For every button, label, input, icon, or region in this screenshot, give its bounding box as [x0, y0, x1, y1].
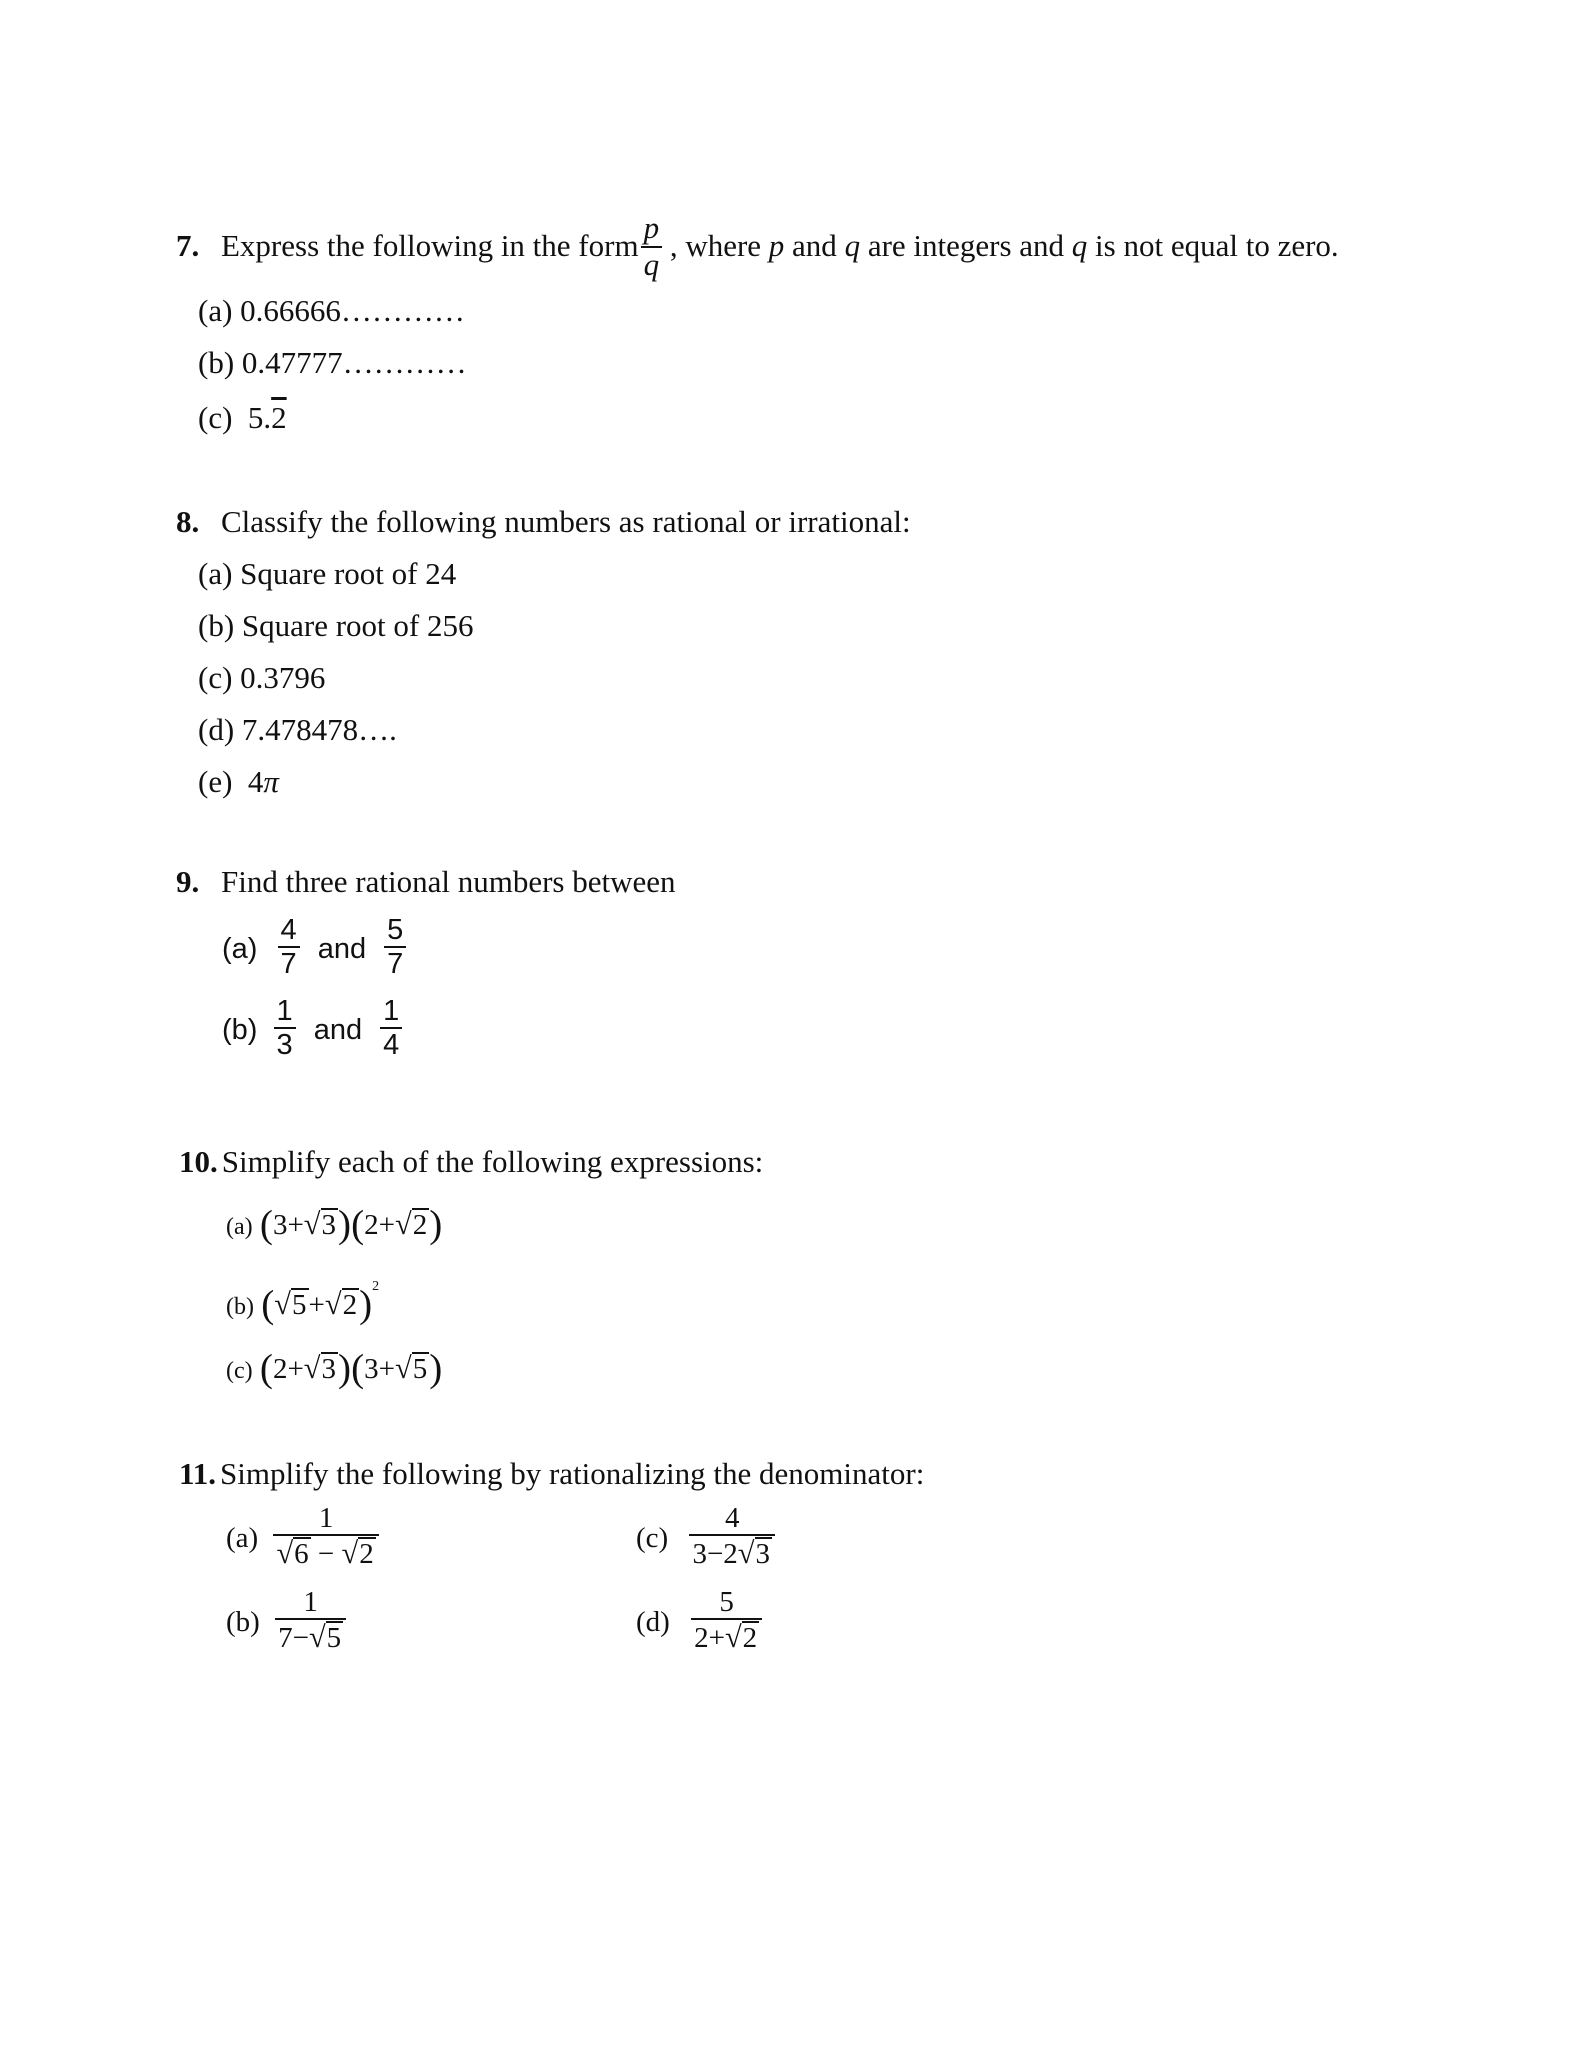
q8-item-e: (e) 4π — [198, 764, 279, 799]
question-text: Classify the following numbers as rational or irrational: — [221, 504, 911, 539]
question-text: Find three rational numbers between — [221, 864, 676, 899]
fraction: $\frac{1}{3}$ — [274, 995, 296, 1062]
square-root: √2 — [324, 1287, 358, 1321]
pi-symbol: π — [263, 764, 279, 799]
question-text: Simplify the following by rationalizing the denominator: — [220, 1456, 925, 1491]
q10-item-c: (c) (2+√3)(3+√5) — [226, 1347, 443, 1390]
question-number: 7. — [176, 227, 200, 263]
question-number: 9. — [176, 864, 200, 899]
square-root: √5 — [274, 1287, 307, 1321]
question-text: Express the following in the form — [221, 227, 639, 263]
question-11 — [179, 1458, 924, 1489]
q8-item-c: (c) 0.3796 — [198, 660, 326, 695]
fraction: $\frac{1}{7-√5}$ — [275, 1586, 346, 1655]
square-root: √3 — [303, 1351, 337, 1385]
fraction: $\frac{5}{2+√2}$ — [691, 1586, 762, 1655]
q8-item-b: (b) Square root of 256 — [198, 608, 474, 643]
exponent: 2 — [372, 1279, 380, 1294]
fraction: $\frac{4}{7}$ — [278, 914, 300, 981]
square-root: √6 — [276, 1536, 309, 1571]
question-number: 8. — [176, 504, 200, 539]
question-number: 11. — [179, 1456, 217, 1491]
question-8 — [176, 506, 911, 537]
fraction: $\frac{1}{4}$ — [380, 995, 402, 1062]
q8-item-a: (a) Square root of 24 — [198, 556, 457, 591]
square-root: √5 — [308, 1620, 342, 1655]
square-root: √2 — [341, 1536, 374, 1571]
square-root: √5 — [394, 1351, 428, 1385]
repeating-digit: 2 — [271, 400, 287, 435]
q11-item-a: (a) $\frac{1}{√6 - √2}$ — [226, 1504, 379, 1573]
question-text: Simplify each of the following expressions: — [221, 1144, 764, 1179]
fraction: $\frac{1}{√6 - √2}$ — [273, 1502, 378, 1571]
square-root: √2 — [394, 1207, 428, 1241]
q7-item-a: (a) 0.66666………… — [198, 293, 465, 328]
q10-item-b: (b) $(√5+√2)^2$ — [226, 1279, 380, 1326]
q9-item-a: (a) $\frac{4}{7}$ and $\frac{5}{7}$ — [222, 916, 406, 983]
square-root: √2 — [724, 1620, 758, 1655]
question-9 — [176, 866, 676, 897]
question-number: 10. — [179, 1144, 218, 1179]
square-root: √3 — [303, 1207, 337, 1241]
question-10 — [179, 1146, 763, 1177]
q9-item-b: (b) $\frac{1}{3}$ and $\frac{1}{4}$ — [222, 997, 402, 1064]
q7-item-b: (b) 0.47777………… — [198, 345, 467, 380]
question-7: 7. Express the following in the form $\frac{p}{q}$ , where p and q are integers and q is not equal to zero. — [176, 210, 1339, 282]
q11-item-c: (c) $\frac{4}{3-2√3}$ — [636, 1504, 775, 1573]
fraction-p-over-q: $\frac{p}{q}$ — [641, 211, 663, 282]
q8-item-d: (d) 7.478478…. — [198, 712, 397, 747]
fraction: $\frac{5}{7}$ — [384, 914, 406, 981]
q11-item-d: (d) $\frac{5}{2+√2}$ — [636, 1588, 762, 1657]
q10-item-a: (a) (3+√3)(2+√2) — [226, 1203, 443, 1246]
q7-item-c: (c) 5.2 — [198, 400, 287, 435]
square-root: √3 — [737, 1536, 771, 1571]
q11-item-b: (b) $\frac{1}{7-√5}$ — [226, 1588, 346, 1657]
fraction: $\frac{4}{3-2√3}$ — [689, 1502, 775, 1571]
